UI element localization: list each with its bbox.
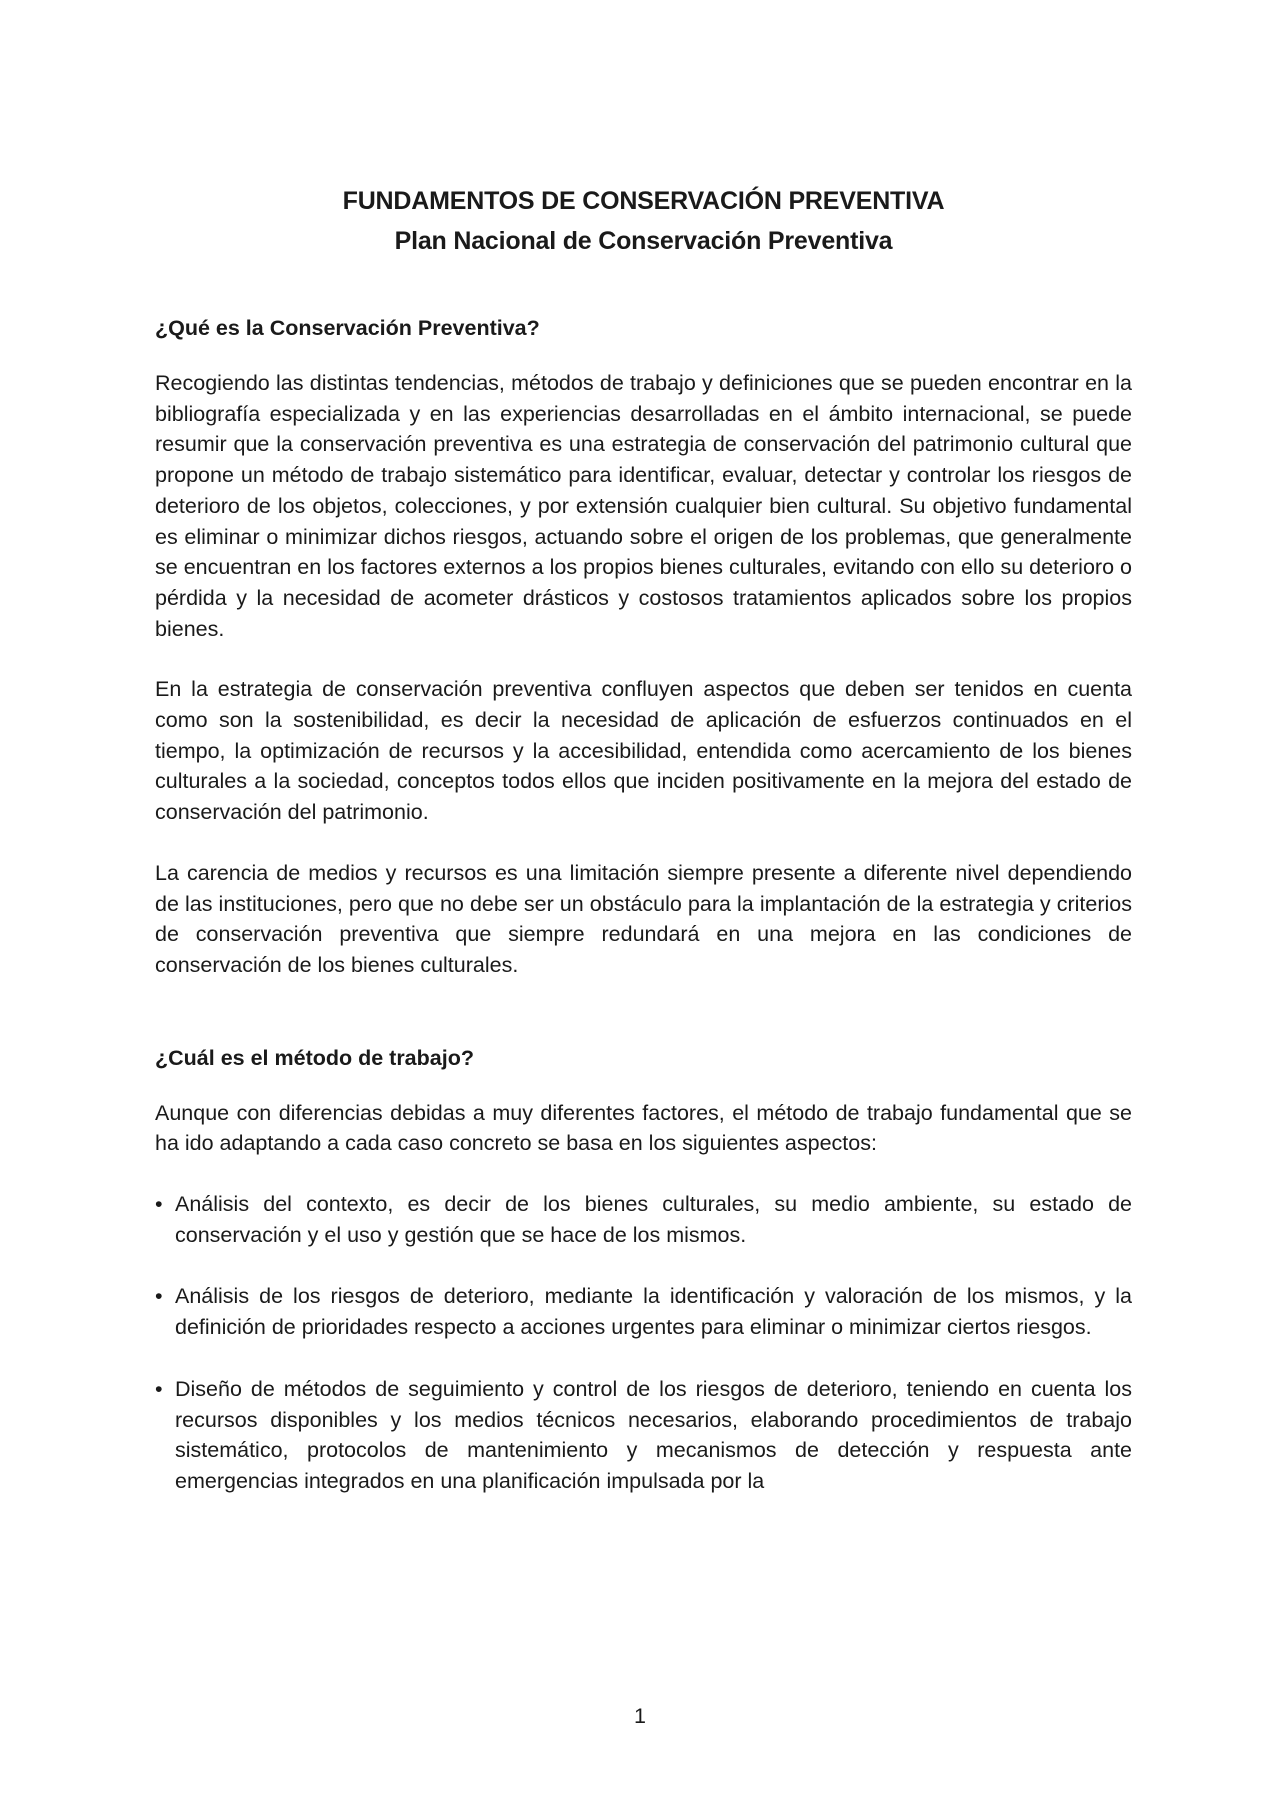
paragraph: Aunque con diferencias debidas a muy diferentes factores, el método de trabajo fundamental que se ha ido adaptando a cada caso concreto se basa en los siguientes aspectos: (155, 1100, 1132, 1156)
page-number: 1 (634, 1704, 646, 1728)
bullet-item (155, 1189, 1132, 1250)
document-title: FUNDAMENTOS DE CONSERVACIÓN PREVENTIVA (342, 187, 945, 215)
title-block (155, 185, 1132, 257)
bullet-icon: • (155, 1284, 163, 1309)
paragraph: La carencia de medios y recursos es una limitación siempre presente a diferente nivel dependiendo de las instituciones, pero que no debe ser un obstáculo para la implantación de la estrategia y criterios de conservación preventiva que siempre redundará en una mejora en las condiciones de conservación de los bienes culturales. (155, 860, 1132, 977)
bullet-item (155, 1374, 1132, 1497)
bullet-text: Diseño de métodos de seguimiento y control de los riesgos de deterioro, teniendo en cuenta los recursos disponibles y los medios técnicos necesarios, elaborando procedimientos de trabajo sistemático, protocolos de mantenimiento y mecanismos de detección y respuesta ante emergencias integrados en una planificación impulsada por la (175, 1376, 1132, 1493)
page-content (155, 185, 1132, 1528)
section-work-method (155, 1043, 1132, 1497)
document-subtitle: Plan Nacional de Conservación Preventiva (394, 227, 893, 255)
section-spacer (155, 1011, 1132, 1043)
bullet-list (155, 1189, 1132, 1497)
bullet-text: Análisis de los riesgos de deterioro, mediante la identificación y valoración de los mismos, y la definición de prioridades respecto a acciones urgentes para eliminar o minimizar ciertos riesgos. (175, 1284, 1132, 1340)
paragraph: Recogiendo las distintas tendencias, métodos de trabajo y definiciones que se pueden encontrar en la bibliografía especializada y en las experiencias desarrolladas en el ámbito internacional, se puede resumir que la conservación preventiva es una estrategia de conservación del patrimonio cultural que propone un método de trabajo sistemático para identificar, evaluar, detectar y controlar los riesgos de deterioro de los objetos, colecciones, y por extensión cualquier bien cultural. Su objetivo fundamental es eliminar o minimizar dichos riesgos, actuando sobre el origen de los problemas, que generalmente se encuentran en los factores externos a los propios bienes culturales, evitando con ello su deterioro o pérdida y la necesidad de acometer drásticos y costosos tratamientos aplicados sobre los propios bienes. (155, 371, 1132, 641)
bullet-icon: • (155, 1376, 163, 1401)
section-heading: ¿Qué es la Conservación Preventiva? (155, 316, 540, 340)
section-heading: ¿Cuál es el método de trabajo? (155, 1045, 474, 1070)
bullet-icon: • (155, 1192, 163, 1217)
paragraph: En la estrategia de conservación preventiva confluyen aspectos que deben ser tenidos en cuenta como son la sostenibilidad, es decir la necesidad de aplicación de esfuerzos continuados en el tiempo, la optimización de recursos y la accesibilidad, entendida como acercamiento de los bienes culturales a la sociedad, conceptos todos ellos que inciden positivamente en la mejora del estado de conservación del patrimonio. (155, 677, 1132, 825)
bullet-text: Análisis del contexto, es decir de los bienes culturales, su medio ambiente, su estado de conservación y el uso y gestión que se hace de los mismos. (175, 1192, 1132, 1247)
bullet-item (155, 1281, 1132, 1342)
section-what-is (155, 313, 1132, 981)
